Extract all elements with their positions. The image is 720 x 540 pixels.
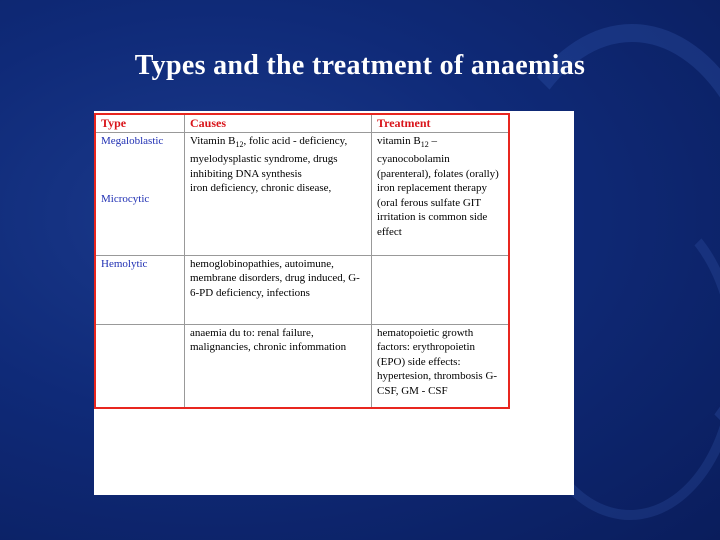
- treatment-cell: [372, 132, 509, 255]
- causes-megaloblastic-sub: 12: [235, 139, 244, 149]
- header-treatment: Treatment: [372, 115, 509, 132]
- treatment-growth-factors: hematopoietic growth factors: erythropoietin (EPO) side effects: hypertesion, thrombosis G-CSF, GM - CSF: [372, 324, 509, 407]
- causes-renal: anaemia du to: renal failure, malignancies, chronic infommation: [185, 324, 372, 407]
- causes-megaloblastic-post: , folic acid - deficiency, myelodysplastic syndrome, drugs inhibiting DNA synthesis: [190, 134, 348, 180]
- treatment-microcytic: iron replacement therapy (oral ferous sulfate GIT irritation is common side effect: [377, 182, 488, 238]
- table-header-row: [96, 115, 508, 132]
- causes-megaloblastic-pre: Vitamin B: [190, 134, 236, 147]
- slide-title: Types and the treatment of anaemias: [134, 50, 586, 81]
- table-row: [96, 255, 508, 324]
- anaemia-table-frame: [94, 113, 510, 409]
- table-image-panel: [94, 111, 574, 495]
- type-hemolytic: Hemolytic: [96, 255, 185, 324]
- treatment-megaloblastic-sub: 12: [420, 139, 429, 149]
- type-microcytic: Microcytic: [101, 193, 150, 205]
- table-row: [96, 132, 508, 255]
- header-type: Type: [96, 115, 185, 132]
- causes-cell: [185, 132, 372, 255]
- type-other: [96, 324, 185, 407]
- causes-microcytic: iron deficiency, chronic disease,: [190, 182, 332, 195]
- table-row: [96, 324, 508, 407]
- type-cell: [96, 132, 185, 255]
- treatment-megaloblastic-post: – cyanocobolamin (parenteral), folates (orally): [377, 134, 499, 180]
- anaemia-table: [96, 115, 508, 407]
- header-causes: Causes: [185, 115, 372, 132]
- causes-hemolytic: hemoglobinopathies, autoimune, membrane disorders, drug induced, G-6-PD deficiency, infections: [185, 255, 372, 324]
- type-megaloblastic: Megaloblastic: [101, 134, 164, 147]
- treatment-megaloblastic-pre: vitamin B: [377, 134, 421, 147]
- treatment-hemolytic: [372, 255, 509, 324]
